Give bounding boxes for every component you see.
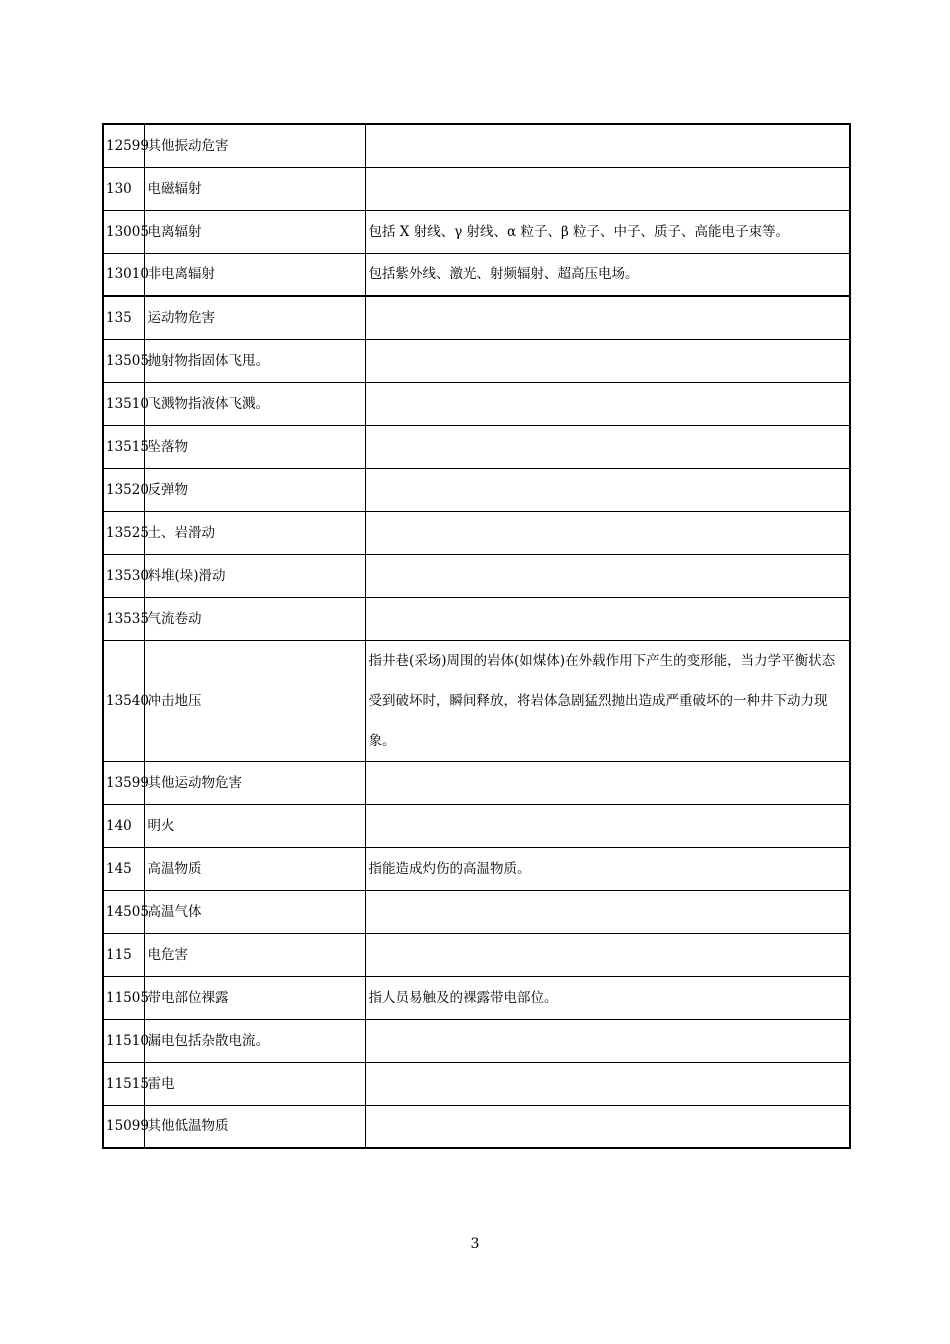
table-row <box>103 761 850 804</box>
hazard-code: 13515 <box>103 425 144 468</box>
hazard-description <box>365 511 850 554</box>
hazard-code: 11515 <box>103 1062 144 1105</box>
hazard-description: 包括紫外线、激光、射频辐射、超高压电场。 <box>365 253 850 296</box>
hazard-code: 145 <box>103 847 144 890</box>
hazard-code: 11505 <box>103 976 144 1019</box>
hazard-description: 指井巷(采场)周围的岩体(如煤体)在外载作用下产生的变形能，当力学平衡状态受到破坏时，瞬间释放，将岩体急剧猛烈抛出造成严重破坏的一种井下动力现象。 <box>365 640 850 761</box>
hazard-name: 高温物质 <box>144 847 365 890</box>
hazard-name: 其他振动危害 <box>144 124 365 167</box>
table-row <box>103 382 850 425</box>
hazard-code: 13530 <box>103 554 144 597</box>
hazard-description <box>365 1019 850 1062</box>
hazard-description <box>365 382 850 425</box>
hazard-name: 其他运动物危害 <box>144 761 365 804</box>
table-row <box>103 339 850 382</box>
table-row <box>103 468 850 511</box>
hazard-name: 运动物危害 <box>144 296 365 339</box>
hazard-description <box>365 597 850 640</box>
hazard-code: 11510 <box>103 1019 144 1062</box>
hazard-description <box>365 761 850 804</box>
table-row <box>103 210 850 253</box>
hazard-description: 指人员易触及的裸露带电部位。 <box>365 976 850 1019</box>
hazard-table-body <box>103 124 850 1148</box>
hazard-name: 冲击地压 <box>144 640 365 761</box>
hazard-code: 13520 <box>103 468 144 511</box>
hazard-description <box>365 1105 850 1148</box>
hazard-name: 料堆(垛)滑动 <box>144 554 365 597</box>
page-number: 3 <box>470 1236 480 1252</box>
hazard-code: 13599 <box>103 761 144 804</box>
hazard-name: 带电部位裸露 <box>144 976 365 1019</box>
hazard-name: 电离辐射 <box>144 210 365 253</box>
table-row <box>103 847 850 890</box>
table-row <box>103 296 850 339</box>
hazard-description <box>365 933 850 976</box>
hazard-code: 14505 <box>103 890 144 933</box>
hazard-description: 指能造成灼伤的高温物质。 <box>365 847 850 890</box>
hazard-name: 坠落物 <box>144 425 365 468</box>
hazard-code: 140 <box>103 804 144 847</box>
table-row <box>103 933 850 976</box>
hazard-code: 13540 <box>103 640 144 761</box>
table-row <box>103 124 850 167</box>
hazard-code: 13505 <box>103 339 144 382</box>
hazard-code: 115 <box>103 933 144 976</box>
table-row <box>103 890 850 933</box>
hazard-description <box>365 1062 850 1105</box>
table-row <box>103 554 850 597</box>
hazard-description <box>365 468 850 511</box>
hazard-name: 其他低温物质 <box>144 1105 365 1148</box>
hazard-code: 13510 <box>103 382 144 425</box>
table-row <box>103 167 850 210</box>
hazard-name: 气流卷动 <box>144 597 365 640</box>
hazard-description <box>365 167 850 210</box>
table-row <box>103 976 850 1019</box>
hazard-description <box>365 554 850 597</box>
hazard-code: 13525 <box>103 511 144 554</box>
table-row <box>103 1019 850 1062</box>
hazard-name: 非电离辐射 <box>144 253 365 296</box>
hazard-code: 130 <box>103 167 144 210</box>
hazard-code: 12599 <box>103 124 144 167</box>
table-row <box>103 511 850 554</box>
table-row <box>103 597 850 640</box>
hazard-name: 漏电包括杂散电流。 <box>144 1019 365 1062</box>
table-row <box>103 1105 850 1148</box>
hazard-code: 13010 <box>103 253 144 296</box>
hazard-name: 抛射物指固体飞甩。 <box>144 339 365 382</box>
table-row <box>103 253 850 296</box>
hazard-description <box>365 804 850 847</box>
hazard-name: 飞溅物指液体飞溅。 <box>144 382 365 425</box>
hazard-description <box>365 339 850 382</box>
table-row <box>103 425 850 468</box>
table-row <box>103 804 850 847</box>
hazard-description <box>365 124 850 167</box>
table-row <box>103 1062 850 1105</box>
hazard-name: 电危害 <box>144 933 365 976</box>
hazard-description <box>365 425 850 468</box>
hazard-description <box>365 296 850 339</box>
hazard-code: 15099 <box>103 1105 144 1148</box>
hazard-name: 雷电 <box>144 1062 365 1105</box>
hazard-name: 反弹物 <box>144 468 365 511</box>
hazard-name: 高温气体 <box>144 890 365 933</box>
hazard-code: 13535 <box>103 597 144 640</box>
hazard-description: 包括 X 射线、γ 射线、α 粒子、β 粒子、中子、质子、高能电子束等。 <box>365 210 850 253</box>
table-row <box>103 640 850 761</box>
hazard-code: 13005 <box>103 210 144 253</box>
hazard-description <box>365 890 850 933</box>
hazard-name: 土、岩滑动 <box>144 511 365 554</box>
hazard-name: 明火 <box>144 804 365 847</box>
hazard-code: 135 <box>103 296 144 339</box>
hazard-table <box>102 123 851 1149</box>
hazard-name: 电磁辐射 <box>144 167 365 210</box>
